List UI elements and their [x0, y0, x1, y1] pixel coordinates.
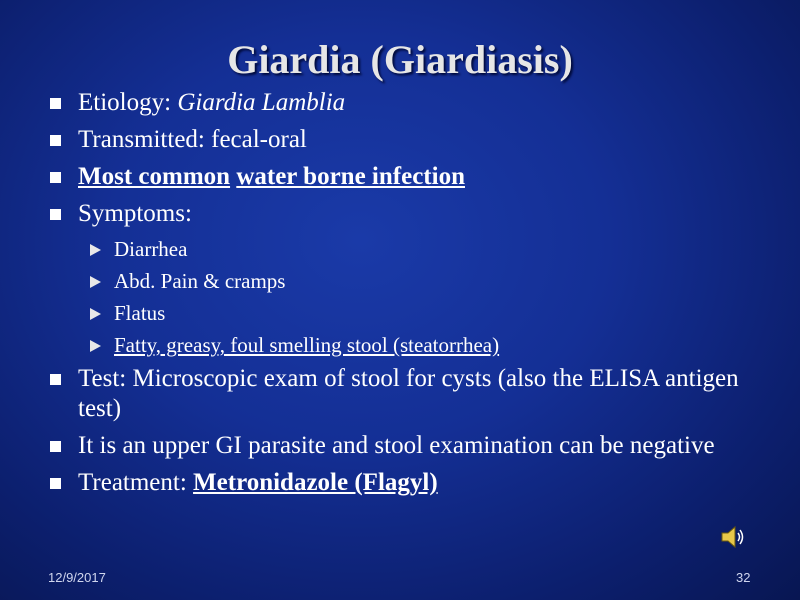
test-text: Test: Microscopic exam of stool for cysts (also the ELISA antigen test) — [78, 365, 739, 422]
treatment-value: Metronidazole (Flagyl) — [193, 469, 438, 496]
bullet-transmitted — [46, 125, 766, 155]
bullet-list — [46, 88, 766, 505]
square-bullet-icon — [50, 209, 61, 220]
bullet-symptoms — [46, 199, 766, 229]
symptom-item — [46, 268, 766, 294]
symptom-text: Abd. Pain & cramps — [114, 269, 286, 293]
footer-date: 12/9/2017 — [48, 570, 106, 585]
square-bullet-icon — [50, 478, 61, 489]
symptom-text: Fatty, greasy, foul smelling stool (steatorrhea) — [114, 333, 500, 357]
square-bullet-icon — [50, 98, 61, 109]
slide-title: Giardia (Giardiasis) — [227, 37, 573, 82]
most-common-text: Most common — [78, 163, 231, 190]
triangle-bullet-icon — [90, 340, 101, 352]
symptom-item — [46, 332, 766, 358]
symptom-text: Diarrhea — [114, 237, 188, 261]
etiology-value: Giardia Lamblia — [177, 89, 346, 116]
triangle-bullet-icon — [90, 276, 101, 288]
treatment-label: Treatment: — [78, 469, 194, 496]
bullet-etiology — [46, 88, 766, 118]
triangle-bullet-icon — [90, 308, 101, 320]
bullet-treatment — [46, 468, 766, 498]
symptoms-heading: Symptoms: — [78, 200, 192, 227]
square-bullet-icon — [50, 374, 61, 385]
triangle-bullet-icon — [90, 244, 101, 256]
upper-gi-text: It is an upper GI parasite and stool examination can be negative — [78, 432, 715, 459]
symptom-text: Flatus — [114, 301, 166, 325]
transmitted-text: Transmitted: fecal-oral — [78, 126, 307, 153]
square-bullet-icon — [50, 172, 61, 183]
symptom-item — [46, 300, 766, 326]
speaker-icon[interactable] — [720, 524, 746, 550]
symptom-item — [46, 236, 766, 262]
slide-number: 32 — [736, 570, 751, 585]
water-borne-text: water borne infection — [236, 163, 465, 190]
square-bullet-icon — [50, 441, 61, 452]
bullet-most-common — [46, 162, 766, 192]
etiology-label: Etiology: — [78, 89, 178, 116]
bullet-test — [46, 364, 766, 424]
bullet-upper-gi — [46, 431, 766, 461]
square-bullet-icon — [50, 135, 61, 146]
